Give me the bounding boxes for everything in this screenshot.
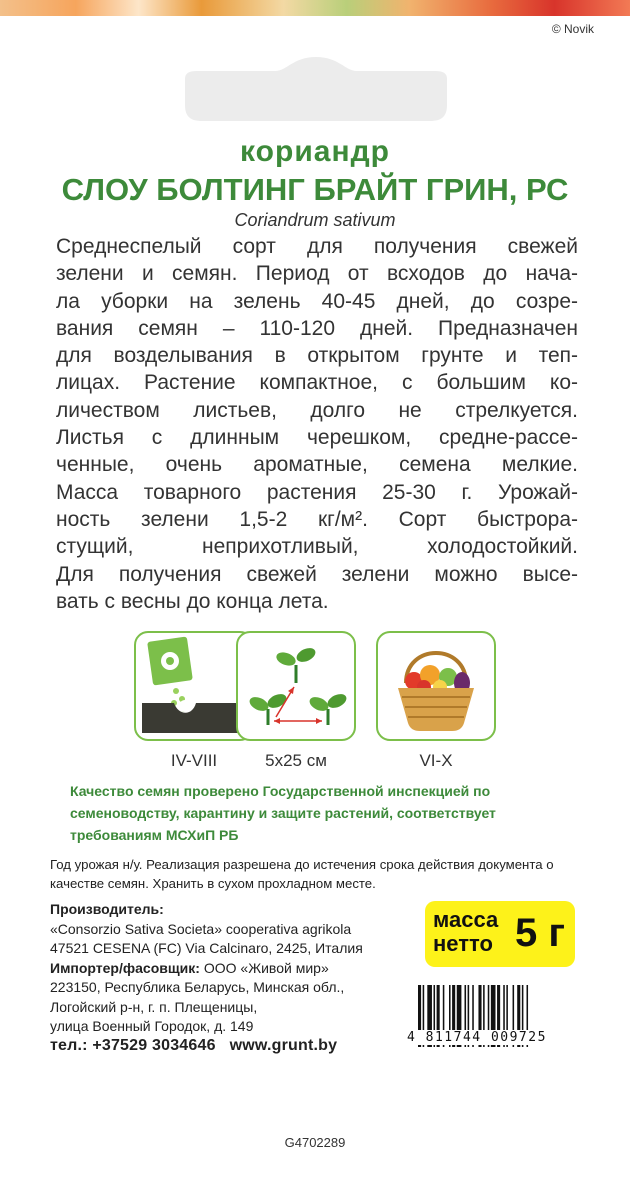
contacts bbox=[50, 1037, 337, 1055]
producer-label: Производитель: bbox=[50, 901, 164, 917]
manufacturer-info bbox=[50, 900, 410, 1037]
mass-label-line1: масса bbox=[433, 907, 499, 932]
importer-line: Логойский р-н, г. п. Плещеницы, bbox=[50, 998, 258, 1015]
description-line: Среднеспелый сорт для получения свежей bbox=[56, 235, 578, 258]
description-line: ченные, очень ароматные, семена мелкие. bbox=[56, 453, 578, 477]
description-line: лицах. Растение компактное, с большим ко- bbox=[56, 371, 578, 395]
description-line: зелени и семян. Период от всходов до нача- bbox=[56, 262, 578, 286]
description-line: вать с весны до конца лета. bbox=[56, 589, 329, 613]
net-mass-badge bbox=[425, 901, 575, 967]
storage-note: Год урожая н/у. Реализация разрешена до истечения срока действия документа о качестве семян. Хранить в сухом прохладном месте. bbox=[50, 857, 554, 891]
top-photo-strip bbox=[0, 0, 630, 16]
description-line: вания семян – 110-120 дней. Предназначен bbox=[56, 316, 578, 340]
description-line: Для получения свежей зелени можно высе- bbox=[56, 562, 578, 586]
spacing-label: 5x25 см bbox=[265, 751, 327, 770]
product-code: G4702289 bbox=[284, 1135, 346, 1150]
barcode-number: 4 811744 009725 bbox=[407, 1030, 547, 1045]
producer-line: «Consorzio Sativa Societa» cooperativa agrikola bbox=[50, 920, 352, 937]
product-kind: кориандр bbox=[240, 135, 390, 168]
description-line: ла уборки на зелень 40-45 дней, до созре- bbox=[56, 289, 578, 313]
spacing-icon-box bbox=[236, 631, 356, 741]
importer-name: ООО «Живой мир» bbox=[199, 959, 329, 976]
description-line: стущий, неприхотливый, холодостойкий. bbox=[56, 535, 578, 559]
description-line: личеством листьев, долго не стрелкуется. bbox=[56, 398, 578, 422]
harvest-icon-box bbox=[376, 631, 496, 741]
importer-line: улица Военный Городок, д. 149 bbox=[50, 1018, 254, 1034]
website-link[interactable]: www.grunt.by bbox=[229, 1037, 338, 1054]
importer-line: 223150, Республика Беларусь, Минская обл., bbox=[50, 979, 345, 995]
product-variety: СЛОУ БОЛТИНГ БРАЙТ ГРИН, РС bbox=[61, 172, 569, 207]
mass-label-line2: нетто bbox=[433, 931, 493, 956]
label-blank-shape bbox=[175, 55, 457, 125]
description-line: Масса товарного растения 25-30 г. Урожай- bbox=[56, 480, 578, 504]
seedling-spacing-icon bbox=[238, 633, 354, 739]
importer-label: Импортер/фасовщик: bbox=[50, 959, 200, 976]
vegetable-basket-icon bbox=[378, 633, 494, 739]
copyright: © Novik bbox=[551, 22, 594, 36]
latin-name: Coriandrum sativum bbox=[234, 210, 396, 230]
description-line: Листья с длинным черешком, средне-рассе- bbox=[56, 426, 578, 450]
quality-statement: Качество семян проверено Государственной инспекцией по семеноводству, карантину и защите растений, соответствует требованиям МСХиП РБ bbox=[70, 783, 496, 843]
sowing-period-label: IV-VIII bbox=[170, 751, 218, 770]
description-line: ность зелени 1,5-2 кг/м². Сорт быстрора- bbox=[56, 507, 578, 531]
description-line: для возделывания в открытом грунте и теп- bbox=[56, 344, 578, 368]
mass-value: 5 г bbox=[514, 911, 565, 955]
seed-packet-icon bbox=[136, 633, 252, 739]
description bbox=[56, 233, 578, 615]
producer-line: 47521 CESENA (FC) Via Calcinaro, 2425, Италия bbox=[50, 940, 363, 956]
phone-number: тел.: +37529 3034646 bbox=[50, 1037, 216, 1054]
harvest-period-label: VI-X bbox=[419, 751, 453, 770]
